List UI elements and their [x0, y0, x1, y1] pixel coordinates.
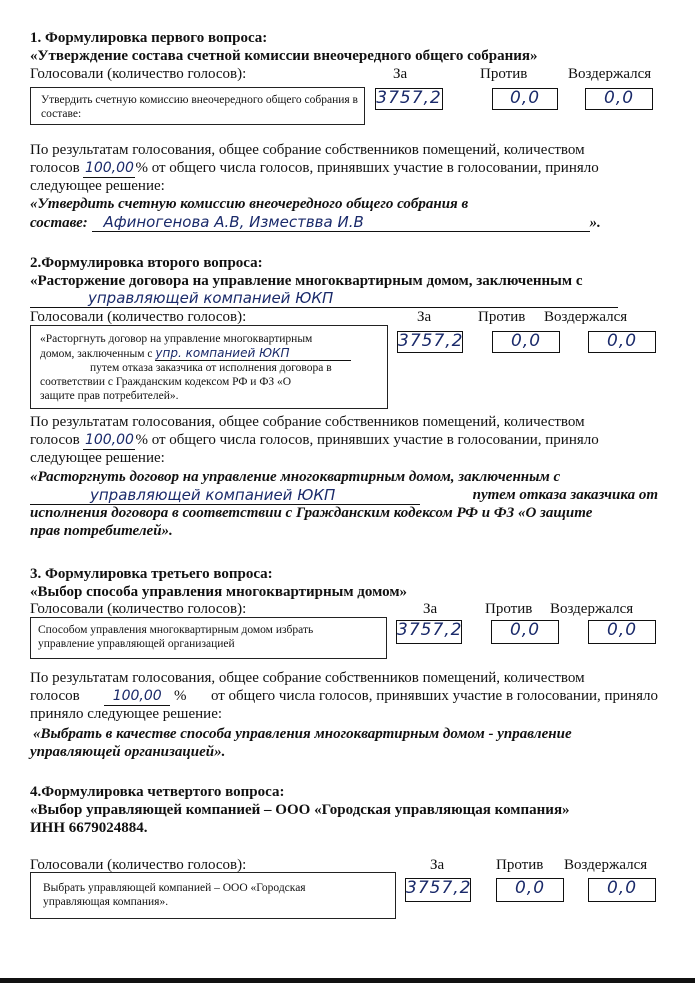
page-bottom-edge: [0, 978, 695, 983]
q4-vote-za: 3757,2: [405, 878, 471, 902]
q2-golosov: голосов: [30, 432, 80, 448]
q2-result-line1: По результатам голосования, общее собрание собственников помещений, количеством: [30, 414, 585, 430]
q2-voted-label: Голосовали (количество голосов):: [30, 309, 247, 325]
q2-decision-line1: «Расторгнуть договор на управление многоквартирным домом, заключенным с: [30, 469, 561, 485]
q1-decision-line2: [30, 214, 601, 232]
q4-inn: ИНН 6679024884.: [30, 820, 148, 836]
q2-pct-sign: %: [135, 432, 148, 448]
q3-golosov: голосов: [30, 688, 80, 704]
q1-protiv-label: Против: [480, 66, 528, 82]
q4-vozd-label: Воздержался: [564, 857, 648, 873]
q1-result-b: от общего числа голосов, принявших участие в голосовании, приняло: [151, 160, 599, 176]
q3-decision-line1: «Выбрать в качестве способа управления многоквартирным домом - управление: [33, 726, 572, 742]
q3-result-b: от общего числа голосов, принявших участие в голосовании, приняло: [210, 688, 658, 704]
q2-vozd-label: Воздержался: [544, 309, 628, 325]
q4-title: «Выбор управляющей компанией – ООО «Городская управляющая компания»: [30, 802, 570, 818]
q3-voted-label: Голосовали (количество голосов):: [30, 601, 247, 617]
q3-vozd-label: Воздержался: [550, 601, 634, 617]
q2-heading: 2.Формулировка второго вопроса:: [30, 255, 263, 271]
q4-za-label: За: [430, 857, 445, 873]
q1-question-box: [30, 87, 365, 125]
q2-decision-line2-end: путем отказа заказчика от: [472, 487, 658, 503]
q1-heading: 1. Формулировка первого вопроса:: [30, 30, 268, 46]
q2-decision-line3: исполнения договора в соответствии с Гражданским кодексом РФ и ФЗ «О защите: [30, 505, 593, 521]
q2-box-text-2: домом, заключенным с: [40, 348, 153, 360]
q4-box-text-1: Выбрать управляющей компанией – ООО «Городская: [43, 882, 306, 894]
q1-decision-hand: Афиногенова А.В, Измествва И.В: [92, 214, 590, 232]
q1-decision-prefix: составе:: [30, 215, 88, 231]
q3-za-label: За: [423, 601, 438, 617]
q3-box-text-1: Способом управления многоквартирным домом избрать: [38, 624, 314, 636]
q1-vote-vozd: 0,0: [585, 88, 653, 110]
q2-vote-vozd: 0,0: [588, 331, 656, 353]
q3-vote-protiv: 0,0: [491, 620, 559, 644]
q3-result-line2: [30, 688, 658, 706]
q2-box-text-2-row: [40, 346, 381, 361]
q2-vote-za: 3757,2: [398, 331, 464, 351]
q1-pct-sign: %: [135, 160, 148, 176]
q4-box-text-2: управляющая компания».: [43, 896, 169, 908]
q2-box-text-1: «Расторгнуть договор на управление многоквартирным: [40, 333, 313, 345]
q1-vote-za: 3757,2: [376, 88, 442, 108]
q2-protiv-label: Против: [478, 309, 526, 325]
q3-protiv-label: Против: [485, 601, 533, 617]
q1-decision-text1: «Утвердить счетную комиссию внеочередного общего собрания в: [30, 196, 469, 212]
q2-result-line2: [30, 432, 599, 450]
q3-box-text-2: управление управляющей организацией: [38, 638, 235, 650]
q3-result-line1: По результатам голосования, общее собрание собственников помещений, количеством: [30, 670, 585, 686]
q3-title: «Выбор способа управления многоквартирным домом»: [30, 584, 408, 600]
q2-decision-line2: [30, 487, 658, 505]
q1-title: «Утверждение состава счетной комиссии внеочередного общего собрания»: [30, 48, 538, 64]
q2-result-line3: следующее решение:: [30, 450, 165, 466]
q1-za-label: За: [393, 66, 408, 82]
q4-vote-vozd: 0,0: [588, 878, 656, 902]
q3-pct-sign: %: [173, 688, 187, 704]
q1-result-line2: [30, 160, 599, 178]
q3-vote-za: 3757,2: [396, 620, 462, 644]
q2-za-label: За: [417, 309, 432, 325]
q4-vote-protiv: 0,0: [496, 878, 564, 902]
q1-decision-line1: [30, 196, 658, 213]
q1-decision-end: ».: [589, 215, 601, 231]
q2-percent: 100,00: [84, 432, 134, 448]
q1-result-line1: По результатам голосования, общее собрание собственников помещений, количеством: [30, 142, 585, 158]
q1-vote-protiv: 0,0: [492, 88, 558, 110]
q2-box-text-4: соответствии с Гражданским кодексом РФ и ФЗ «О: [40, 376, 292, 388]
q1-box-text: Утвердить счетную комиссию внеочередного общего собрания в составе:: [41, 94, 358, 120]
q4-protiv-label: Против: [496, 857, 544, 873]
q2-question-box: [30, 325, 388, 409]
q2-decision-line4: прав потребителей».: [30, 523, 173, 539]
q1-result-line3: следующее решение:: [30, 178, 165, 194]
q2-box-text-5: защите прав потребителей».: [40, 390, 179, 402]
q3-percent: 100,00: [104, 688, 170, 706]
q1-percent: 100,00: [84, 160, 134, 176]
q2-vote-protiv: 0,0: [492, 331, 560, 353]
q1-vozd-label: Воздержался: [568, 66, 652, 82]
q2-title: «Расторжение договора на управление многоквартирным домом, заключенным с: [30, 273, 583, 289]
q2-title-hand: управляющей компанией ЮКП: [30, 289, 618, 308]
q4-question-box: [30, 872, 396, 919]
q2-box-text-3: путем отказа заказчика от исполнения договора в: [90, 362, 332, 374]
q3-question-box: [30, 617, 387, 659]
q1-voted-label: Голосовали (количество голосов):: [30, 66, 247, 82]
q3-decision-line2: управляющей организацией».: [30, 744, 226, 760]
q3-heading: 3. Формулировка третьего вопроса:: [30, 566, 273, 582]
q2-decision-hand: управляющей компанией ЮКП: [30, 487, 420, 505]
q2-box-hand: упр. компанией ЮКП: [155, 346, 351, 361]
q3-vote-vozd: 0,0: [588, 620, 656, 644]
q4-heading: 4.Формулировка четвертого вопроса:: [30, 784, 285, 800]
q4-voted-label: Голосовали (количество голосов):: [30, 857, 247, 873]
q2-result-b: от общего числа голосов, принявших участие в голосовании, приняло: [151, 432, 599, 448]
q1-golosov: голосов: [30, 160, 80, 176]
q3-result-line3: приняло следующее решение:: [30, 706, 223, 722]
